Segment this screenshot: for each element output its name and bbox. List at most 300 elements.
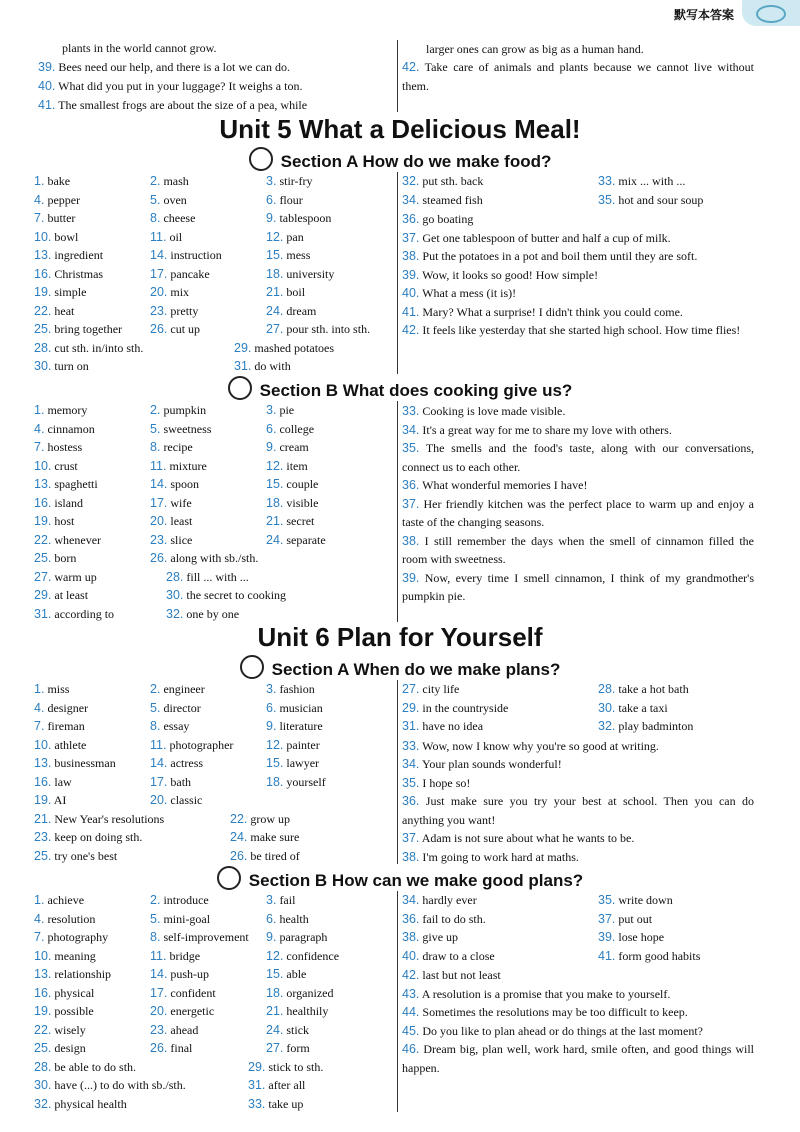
item-text: tablespoon <box>276 211 332 225</box>
vocab-item <box>150 737 233 753</box>
vocab-item <box>230 848 300 864</box>
item-number: 33. <box>598 174 616 188</box>
item-text: physical <box>51 985 95 1000</box>
sentence-item <box>402 569 754 606</box>
item-number: 11. <box>150 948 167 963</box>
sentence-item <box>402 1040 754 1077</box>
vocab-item <box>34 247 103 263</box>
item-number: 36. <box>402 794 420 808</box>
sentence-item <box>402 402 754 421</box>
item-text: keep on doing sth. <box>51 830 143 844</box>
item-text: A resolution is a promise that you make to yourself. <box>419 986 671 1001</box>
heading-text: Unit 6 Plan for Yourself <box>257 622 543 652</box>
item-text: organized <box>283 985 334 1000</box>
item-text: memory <box>44 403 88 417</box>
item-number: 45. <box>402 1023 420 1038</box>
vocab-item <box>150 173 189 189</box>
item-text: go boating <box>419 212 474 226</box>
vocab-item <box>248 1077 305 1093</box>
sentence-item <box>402 755 754 774</box>
item-text: the secret to cooking <box>183 588 287 602</box>
top-left-line <box>38 59 290 75</box>
section-badge-icon <box>249 147 273 171</box>
item-text: have (...) to do with sb./sth. <box>51 1078 186 1092</box>
sentence-item <box>402 774 754 793</box>
vocab-item <box>150 892 209 908</box>
vocab-item <box>166 587 286 603</box>
item-number: 26. <box>150 1041 168 1055</box>
item-number: 31. <box>402 719 420 733</box>
item-number: 4. <box>34 700 45 715</box>
item-number: 11. <box>150 229 167 244</box>
item-number: 7. <box>34 930 45 944</box>
item-text: stick to sth. <box>265 1059 324 1074</box>
item-text: bridge <box>166 948 201 963</box>
item-number: 8. <box>150 440 161 454</box>
item-number: 41. <box>402 304 420 319</box>
vocab-item <box>266 266 334 282</box>
item-text: photographer <box>166 737 234 752</box>
item-number: 40. <box>402 286 420 300</box>
vocab-item <box>266 737 320 753</box>
item-text: AI <box>51 793 67 807</box>
vocab-item <box>34 718 85 734</box>
item-text: Put the potatoes in a pot and boil them until they are soft. <box>419 249 698 263</box>
item-number: 10. <box>34 458 52 473</box>
phrase-item <box>402 700 508 716</box>
item-text: play badminton <box>615 719 694 733</box>
item-number: 37. <box>402 496 420 511</box>
item-number: 41. <box>598 948 616 963</box>
item-text: cinnamon <box>44 421 95 436</box>
item-text: form <box>283 1041 310 1055</box>
vocab-item <box>34 550 76 566</box>
vocab-item <box>34 700 88 716</box>
item-number: 34. <box>402 192 420 207</box>
item-number: 11. <box>150 458 167 473</box>
item-text: cut sth. in/into sth. <box>51 340 144 355</box>
item-number: 29. <box>234 340 252 355</box>
item-number: 44. <box>402 1005 420 1019</box>
item-text: fail <box>276 893 296 907</box>
page-header <box>0 0 800 28</box>
item-number: 38. <box>402 849 420 864</box>
item-text: recipe <box>160 440 193 454</box>
item-text: bring together <box>51 322 123 336</box>
header-logo-icon <box>742 0 800 26</box>
item-number: 16. <box>34 266 52 281</box>
sentence-item <box>402 737 754 756</box>
vocab-item <box>150 513 192 529</box>
item-text: physical health <box>51 1096 127 1111</box>
vocab-item <box>150 192 187 208</box>
item-number: 9. <box>266 719 277 733</box>
item-number: 16. <box>34 985 52 1000</box>
item-number: 15. <box>266 756 284 770</box>
sentence-item <box>402 532 754 569</box>
item-number: 32. <box>166 606 184 621</box>
vocab-item <box>150 532 192 548</box>
vocab-item <box>34 402 87 418</box>
item-text: draw to a close <box>419 948 495 963</box>
column-divider <box>397 680 398 864</box>
item-number: 34. <box>402 422 420 437</box>
item-number: 5. <box>150 911 161 926</box>
vocab-item <box>150 774 191 790</box>
item-number: 7. <box>34 719 45 733</box>
vocab-item <box>266 421 314 437</box>
item-text: Christmas <box>51 266 104 281</box>
item-number: 25. <box>34 1041 52 1055</box>
vocab-item <box>34 929 108 945</box>
item-text: hostess <box>44 440 83 454</box>
unit5-sectionA-title <box>0 147 800 172</box>
phrase-item <box>598 681 689 697</box>
item-text: pumpkin <box>160 403 207 417</box>
item-number: 6. <box>266 700 277 715</box>
vocab-item <box>150 247 222 263</box>
item-number: 38. <box>402 533 420 548</box>
vocab-item <box>150 911 210 927</box>
item-number: 41. <box>38 98 56 112</box>
vocab-item <box>34 358 89 374</box>
vocab-item <box>266 911 309 927</box>
vocab-item <box>34 681 69 697</box>
item-text: miss <box>44 682 70 696</box>
item-number: 30. <box>598 700 616 715</box>
item-number: 3. <box>266 174 277 188</box>
vocab-item <box>34 476 98 492</box>
heading-text: Section B How can we make good plans? <box>248 871 584 890</box>
item-text: classic <box>167 793 203 807</box>
item-number: 32. <box>34 1096 52 1111</box>
vocab-item <box>34 1003 94 1019</box>
item-text: Now, every time I smell cinnamon, I think of my grandmother's pumpkin pie. <box>402 570 754 603</box>
item-text: Take care of animals and plants because we cannot live without them. <box>402 60 754 93</box>
phrase-item <box>598 929 664 945</box>
vocab-item <box>34 266 103 282</box>
item-number: 27. <box>266 322 284 336</box>
item-text: pan <box>283 229 304 244</box>
vocab-item <box>150 266 210 282</box>
item-number: 29. <box>402 700 420 715</box>
item-text: sweetness <box>160 421 212 436</box>
sentence-item <box>402 966 754 985</box>
column-divider <box>397 40 398 112</box>
item-text: couple <box>283 477 319 491</box>
item-text: stick <box>283 1022 310 1037</box>
item-number: 29. <box>34 588 52 602</box>
vocab-item <box>34 755 116 771</box>
vocab-item <box>150 303 198 319</box>
item-text: take a hot bath <box>615 682 689 696</box>
item-number: 37. <box>598 911 616 926</box>
item-text: along with sb./sth. <box>167 551 259 565</box>
item-number: 30. <box>34 1078 52 1092</box>
item-number: 27. <box>402 682 420 696</box>
vocab-item <box>150 948 200 964</box>
item-number: 32. <box>402 174 420 188</box>
item-number: 15. <box>266 248 284 262</box>
phrase-item <box>402 718 483 734</box>
item-text: musician <box>276 700 323 715</box>
sentence-item <box>402 284 754 303</box>
sentence-item <box>402 321 754 340</box>
item-text: fireman <box>44 719 85 733</box>
vocab-item <box>34 495 83 511</box>
item-text: confident <box>167 985 216 1000</box>
item-number: 30. <box>166 588 184 602</box>
phrase-item <box>402 192 483 208</box>
item-number: 25. <box>34 322 52 336</box>
heading-text: Unit 5 What a Delicious Meal! <box>219 114 581 144</box>
item-text: island <box>51 495 84 510</box>
item-number: 25. <box>34 551 52 565</box>
vocab-item <box>150 421 211 437</box>
item-text: according to <box>51 606 115 621</box>
item-number: 22. <box>34 303 52 318</box>
item-number: 14. <box>150 967 168 981</box>
vocab-item <box>266 774 326 790</box>
vocab-item <box>234 340 334 356</box>
item-text: literature <box>276 719 323 733</box>
item-number: 12. <box>266 948 284 963</box>
item-text: paragraph <box>276 930 328 944</box>
item-text: bake <box>44 174 71 188</box>
item-text: Get one tablespoon of butter and half a cup of milk. <box>419 230 671 245</box>
item-text: ingredient <box>51 248 104 262</box>
item-number: 20. <box>150 793 168 807</box>
item-text: flour <box>276 192 303 207</box>
item-number: 5. <box>150 421 161 436</box>
item-text: lawyer <box>283 756 320 770</box>
item-number: 8. <box>150 719 161 733</box>
unit5-title <box>0 114 800 145</box>
item-text: design <box>51 1041 86 1055</box>
item-number: 43. <box>402 986 420 1001</box>
item-text: try one's best <box>51 848 118 863</box>
top-right-line <box>402 58 754 95</box>
item-number: 23. <box>150 1022 168 1037</box>
item-text: form good habits <box>615 948 701 963</box>
item-text: bowl <box>51 229 79 244</box>
vocab-item <box>34 303 74 319</box>
item-number: 26. <box>150 551 168 565</box>
vocab-item <box>34 792 66 808</box>
item-text: What did you put in your luggage? It weighs a ton. <box>55 79 303 93</box>
vocab-item <box>150 439 193 455</box>
item-text: crust <box>51 458 78 473</box>
item-text: simple <box>51 285 87 299</box>
vocab-item <box>34 229 78 245</box>
item-number: 39. <box>402 267 420 282</box>
vocab-item <box>266 192 303 208</box>
item-text: at least <box>51 588 89 602</box>
item-number: 13. <box>34 967 52 981</box>
item-text: be able to do sth. <box>51 1059 137 1074</box>
vocab-item <box>34 985 94 1001</box>
phrase-item <box>402 948 495 964</box>
item-text: The smells and the food's taste, along with our conversations, connect us to each other. <box>402 441 754 474</box>
item-number: 21. <box>266 1004 284 1018</box>
item-number: 31. <box>34 606 52 621</box>
item-text: push-up <box>167 967 210 981</box>
header-title: 默写本答案 <box>673 8 734 22</box>
item-text: resolution <box>44 911 96 926</box>
item-text: pour sth. into sth. <box>283 322 371 336</box>
item-number: 13. <box>34 248 52 262</box>
item-text: mashed potatoes <box>251 340 335 355</box>
column-divider <box>397 401 398 622</box>
phrase-item <box>598 911 652 927</box>
item-number: 24. <box>266 1022 284 1037</box>
item-text: final <box>167 1041 193 1055</box>
vocab-item <box>266 284 305 300</box>
item-text: college <box>276 421 315 436</box>
item-text: born <box>51 551 77 565</box>
item-text: put out <box>615 911 653 926</box>
item-number: 24. <box>230 830 248 844</box>
phrase-item <box>598 892 673 908</box>
item-text: Do you like to plan ahead or do things at the last moment? <box>419 1023 703 1038</box>
sentence-item <box>402 848 754 867</box>
vocab-item <box>266 681 315 697</box>
item-text: after all <box>265 1078 306 1092</box>
column-divider <box>397 172 398 374</box>
sentence-item <box>402 495 754 532</box>
item-text: painter <box>283 737 320 752</box>
item-text: relationship <box>51 967 112 981</box>
item-number: 22. <box>34 532 52 547</box>
item-text: I still remember the days when the smell of cinnamon filled the room with sweetness. <box>402 533 754 566</box>
item-text: mix ... with ... <box>615 174 686 188</box>
vocab-item <box>34 948 96 964</box>
item-text: mini-goal <box>160 911 211 926</box>
item-text: larger ones can grow as big as a human hand. <box>426 42 644 56</box>
item-text: spoon <box>167 477 200 491</box>
item-number: 6. <box>266 911 277 926</box>
item-number: 28. <box>34 340 52 355</box>
sentence-item <box>402 266 754 285</box>
sentence-item <box>402 792 754 829</box>
vocab-item <box>266 476 318 492</box>
item-text: be tired of <box>247 848 300 863</box>
item-text: designer <box>44 700 89 715</box>
item-number: 23. <box>150 303 168 318</box>
item-number: 16. <box>34 774 52 789</box>
item-text: Your plan sounds wonderful! <box>419 757 562 771</box>
item-number: 19. <box>34 514 52 528</box>
vocab-item <box>150 495 192 511</box>
vocab-item <box>266 210 331 226</box>
item-text: slice <box>167 532 193 547</box>
vocab-item <box>34 321 122 337</box>
item-number: 1. <box>34 174 45 188</box>
item-text: Adam is not sure about what he wants to be. <box>419 831 635 845</box>
item-number: 20. <box>150 1004 168 1018</box>
heading-text: Section A How do we make food? <box>280 152 552 171</box>
vocab-item <box>150 458 207 474</box>
vocab-item <box>150 985 216 1001</box>
vocab-item <box>34 848 117 864</box>
item-number: 27. <box>34 569 52 584</box>
item-number: 6. <box>266 421 277 436</box>
item-text: The smallest frogs are about the size of a pea, while <box>55 98 308 112</box>
vocab-item <box>34 192 80 208</box>
item-text: whenever <box>51 532 102 547</box>
item-number: 34. <box>402 893 420 907</box>
item-text: Bees need our help, and there is a lot we can do. <box>55 60 290 74</box>
item-text: essay <box>160 719 190 733</box>
item-text: mash <box>160 174 189 188</box>
item-number: 12. <box>266 458 284 473</box>
sentence-item <box>402 829 754 848</box>
phrase-item <box>598 192 703 208</box>
item-number: 4. <box>34 911 45 926</box>
item-number: 36. <box>402 911 420 926</box>
item-number: 4. <box>34 421 45 436</box>
item-text: ahead <box>167 1022 199 1037</box>
top-left-line <box>38 78 302 94</box>
item-number: 7. <box>34 440 45 454</box>
item-text: oil <box>166 229 183 244</box>
item-number: 1. <box>34 893 45 907</box>
item-text: spaghetti <box>51 477 98 491</box>
vocab-item <box>34 774 72 790</box>
item-text: lose hope <box>615 930 665 944</box>
item-number: 21. <box>34 811 52 826</box>
item-number: 34. <box>402 757 420 771</box>
column-divider <box>397 891 398 1112</box>
item-text: separate <box>283 532 326 547</box>
heading-text: Section A When do we make plans? <box>271 660 561 679</box>
vocab-item <box>266 1003 328 1019</box>
item-number: 15. <box>266 477 284 491</box>
top-right-line <box>402 40 778 59</box>
phrase-item <box>598 948 700 964</box>
item-text: do with <box>251 359 291 373</box>
item-number: 33. <box>402 404 420 418</box>
item-text: heat <box>51 303 75 318</box>
vocab-item <box>266 458 308 474</box>
item-text: fashion <box>276 682 315 696</box>
item-number: 6. <box>266 192 277 207</box>
item-text: law <box>51 774 72 789</box>
item-text: Wow, it looks so good! How simple! <box>419 267 599 282</box>
item-number: 8. <box>150 930 161 944</box>
item-text: actress <box>167 756 204 770</box>
vocab-item <box>34 173 70 189</box>
item-text: fill ... with ... <box>183 569 249 584</box>
item-number: 3. <box>266 403 277 417</box>
item-number: 29. <box>248 1059 266 1074</box>
item-number: 14. <box>150 248 168 262</box>
item-number: 18. <box>266 985 284 1000</box>
vocab-item <box>150 550 258 566</box>
vocab-item <box>266 303 316 319</box>
vocab-item <box>266 755 319 771</box>
item-number: 2. <box>150 893 161 907</box>
vocab-item <box>34 911 95 927</box>
item-text: Cooking is love made visible. <box>419 404 566 418</box>
item-number: 35. <box>598 192 616 207</box>
item-text: What wonderful memories I have! <box>419 478 588 492</box>
vocab-item <box>150 718 189 734</box>
item-number: 2. <box>150 403 161 417</box>
item-text: mess <box>283 248 311 262</box>
sentence-item <box>402 229 754 248</box>
vocab-item <box>266 892 295 908</box>
